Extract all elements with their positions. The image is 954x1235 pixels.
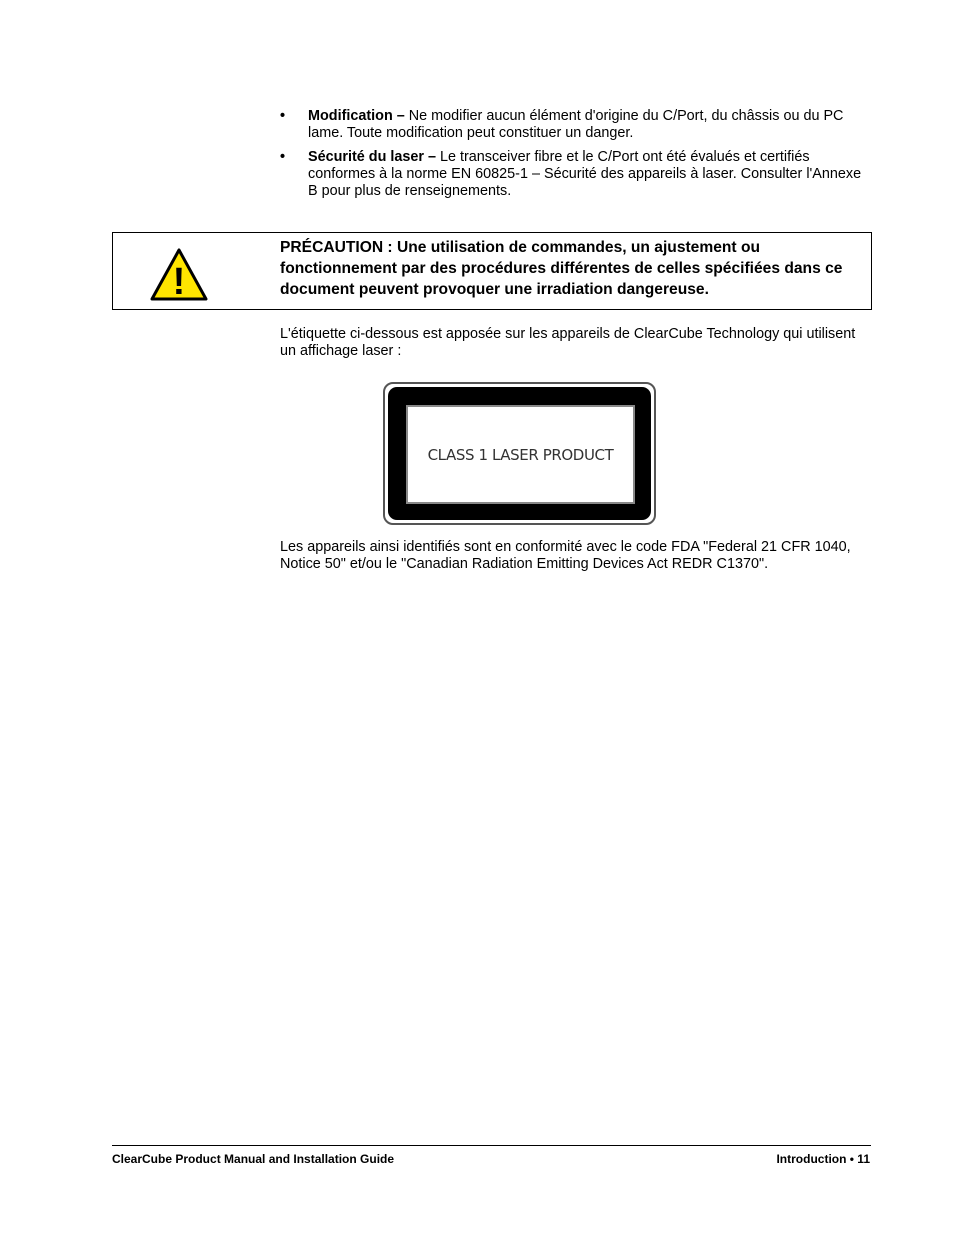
bullet-list [280, 108, 870, 207]
bullet-item-laser-safety [280, 149, 870, 200]
footer-divider [112, 1145, 871, 1146]
footer-page-number: Introduction • 11 [776, 1152, 870, 1166]
laser-product-label [383, 382, 656, 525]
bullet-marker: • [280, 108, 286, 124]
caution-text: PRÉCAUTION : Une utilisation de commandes, un ajustement ou fonctionnement par des procédures différentes de celles spécifiées dans ce document peuvent provoquer une irradiation dangereuse. [280, 239, 843, 298]
label-text: CLASS 1 LASER PRODUCT [406, 405, 635, 504]
label-intro-paragraph: L'étiquette ci-dessous est apposée sur les appareils de ClearCube Technology qui utilisent un affichage laser : [280, 326, 856, 359]
bullet-item-modification [280, 108, 870, 142]
bullet-text: Ne modifier aucun élément d'origine du C/Port, du châssis ou du PC lame. Toute modification peut constituer un danger. [308, 108, 844, 141]
bullet-lead: Sécurité du laser – [308, 149, 436, 165]
warning-triangle-icon [150, 248, 208, 302]
bullet-text: Le transceiver fibre et le C/Port ont été évalués et certifiés conformes à la norme EN 60825-1 – Sécurité des appareils à laser. Consulter l'Annexe B pour plus de renseignements. [308, 149, 862, 199]
caution-box [112, 232, 872, 310]
compliance-paragraph: Les appareils ainsi identifiés sont en conformité avec le code FDA "Federal 21 CFR 1040, Notice 50" et/ou le "Canadian Radiation Emitting Devices Act REDR C1370". [280, 539, 851, 572]
footer-title: ClearCube Product Manual and Installation Guide [112, 1152, 395, 1166]
bullet-lead: Modification – [308, 108, 405, 124]
bullet-marker: • [280, 149, 286, 165]
warning-mark: ! [172, 261, 186, 302]
